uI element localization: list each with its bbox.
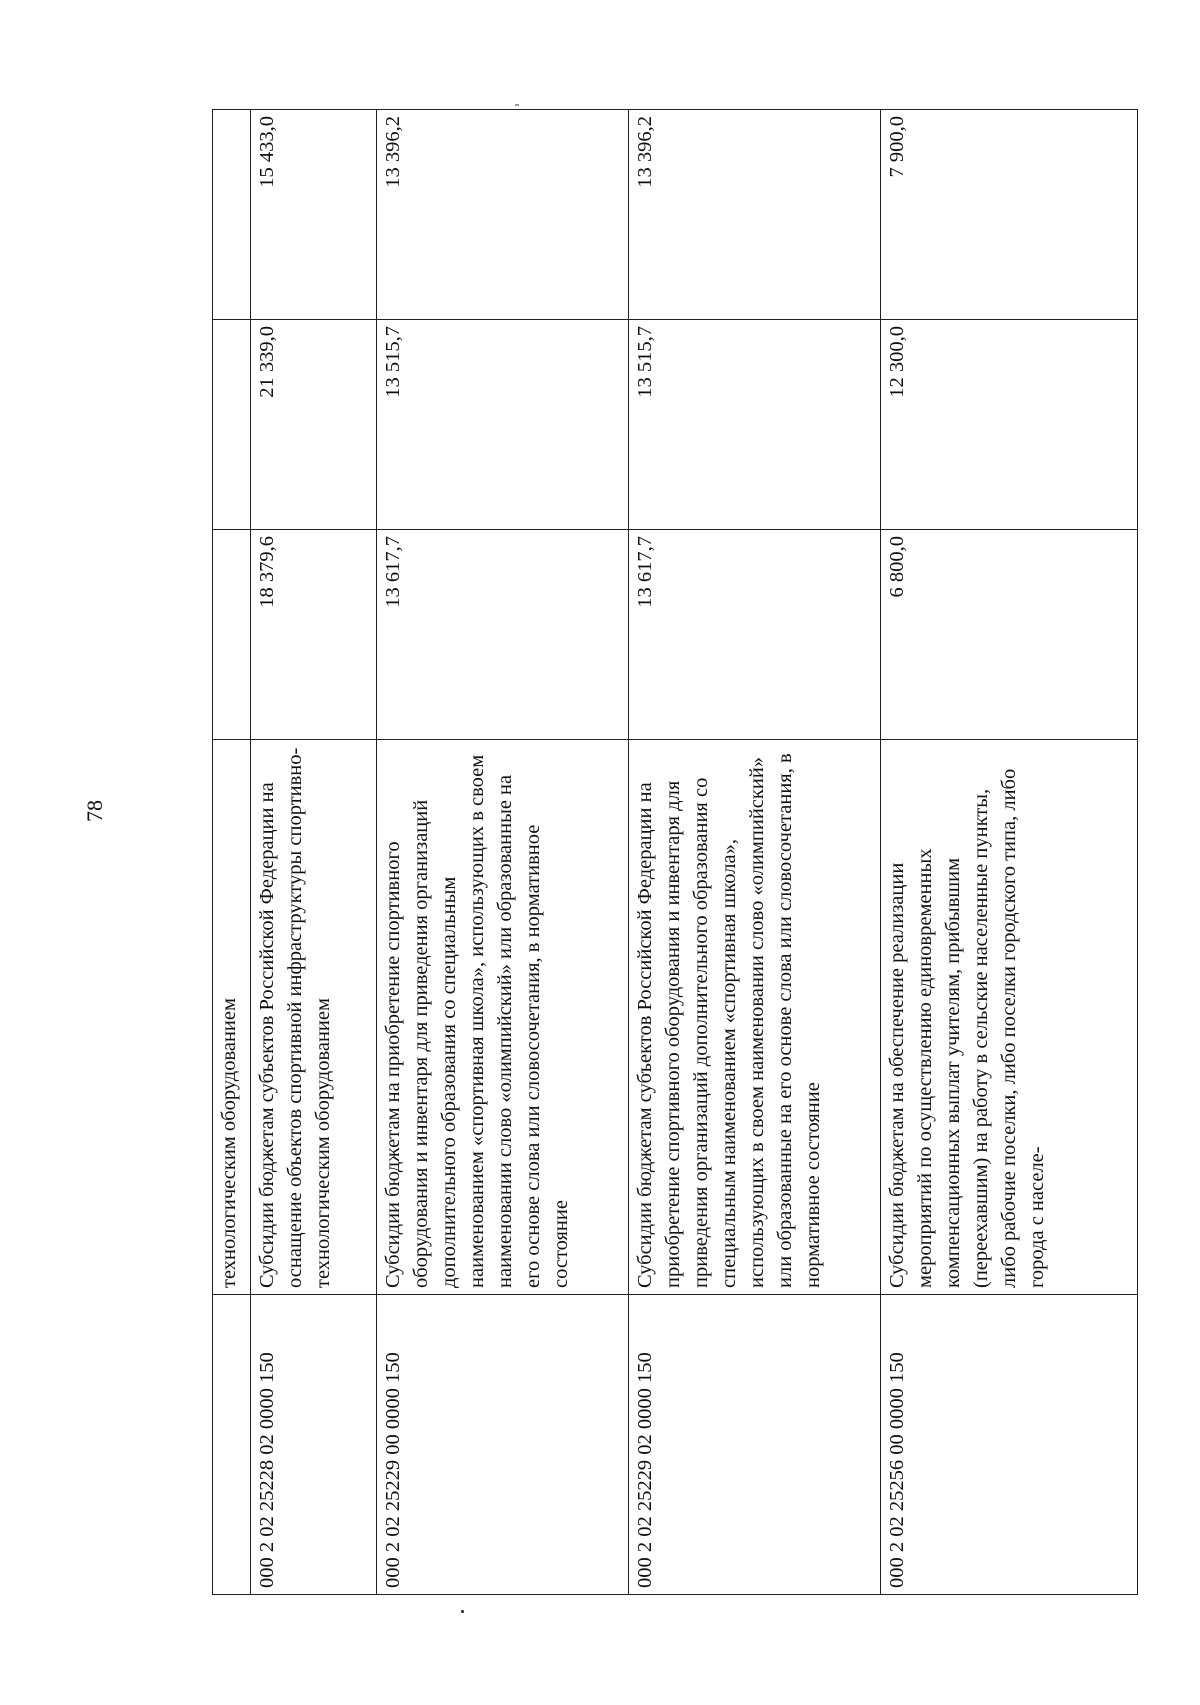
table-row bbox=[251, 110, 377, 1595]
name-cell: Субсидии бюджетам на обеспечение реализации мероприятий по осуществлению единовременных компенсационных выплат учителям, прибывшим (переехавшим) на работу в сельские населенные пункты, либо рабочие поселки, либо поселки городского типа, либо города с населе- bbox=[881, 740, 1138, 1295]
value-cell-2: 21 339,0 bbox=[251, 320, 377, 530]
code-cell: 000 2 02 25228 02 0000 150 bbox=[251, 1295, 377, 1595]
page-number: 78 bbox=[82, 800, 107, 822]
name-cell: Субсидии бюджетам субъектов Российской Федерации на оснащение объектов спортивной инфраструктуры спортивно-технологическим оборудованием bbox=[251, 740, 377, 1295]
value-cell-1: 13 617,7 bbox=[629, 530, 881, 740]
name-cell: Субсидии бюджетам на приобретение спортивного оборудования и инвентаря для приведения организаций дополнительного образования со специальным наименованием «спортивная школа», использующих в своем наименовании слово «олимпийский» или образованные на его основе слова или словосочетания, в нормативное состояние bbox=[377, 740, 629, 1295]
value-cell-2: 12 300,0 bbox=[881, 320, 1138, 530]
name-cell: Субсидии бюджетам субъектов Российской Федерации на приобретение спортивного оборудования и инвентаря для приведения организаций дополнительного образования со специальным наименованием «спортивная школа», использующих в своем наименовании слово «олимпийский» или образованные на его основе слова или словосочетания, в нормативное состояние bbox=[629, 740, 881, 1295]
name-cell: технологическим оборудованием bbox=[213, 740, 251, 1295]
budget-table bbox=[212, 109, 1138, 1595]
scan-speck bbox=[515, 104, 519, 106]
value-cell bbox=[213, 530, 251, 740]
value-cell-3: 7 900,0 bbox=[881, 110, 1138, 320]
scan-speck bbox=[461, 1610, 464, 1613]
code-cell bbox=[213, 1295, 251, 1595]
code-cell: 000 2 02 25256 00 0000 150 bbox=[881, 1295, 1138, 1595]
value-cell-1: 18 379,6 bbox=[251, 530, 377, 740]
value-cell bbox=[213, 110, 251, 320]
code-cell: 000 2 02 25229 02 0000 150 bbox=[629, 1295, 881, 1595]
code-cell: 000 2 02 25229 00 0000 150 bbox=[377, 1295, 629, 1595]
value-cell-3: 15 433,0 bbox=[251, 110, 377, 320]
budget-table-container bbox=[212, 110, 1137, 1595]
table-row bbox=[629, 110, 881, 1595]
value-cell-3: 13 396,2 bbox=[377, 110, 629, 320]
value-cell-3: 13 396,2 bbox=[629, 110, 881, 320]
table-row-continuation bbox=[213, 110, 251, 1595]
value-cell-2: 13 515,7 bbox=[377, 320, 629, 530]
value-cell bbox=[213, 320, 251, 530]
value-cell-2: 13 515,7 bbox=[629, 320, 881, 530]
value-cell-1: 6 800,0 bbox=[881, 530, 1138, 740]
table-row bbox=[881, 110, 1138, 1595]
value-cell-1: 13 617,7 bbox=[377, 530, 629, 740]
table-row bbox=[377, 110, 629, 1595]
